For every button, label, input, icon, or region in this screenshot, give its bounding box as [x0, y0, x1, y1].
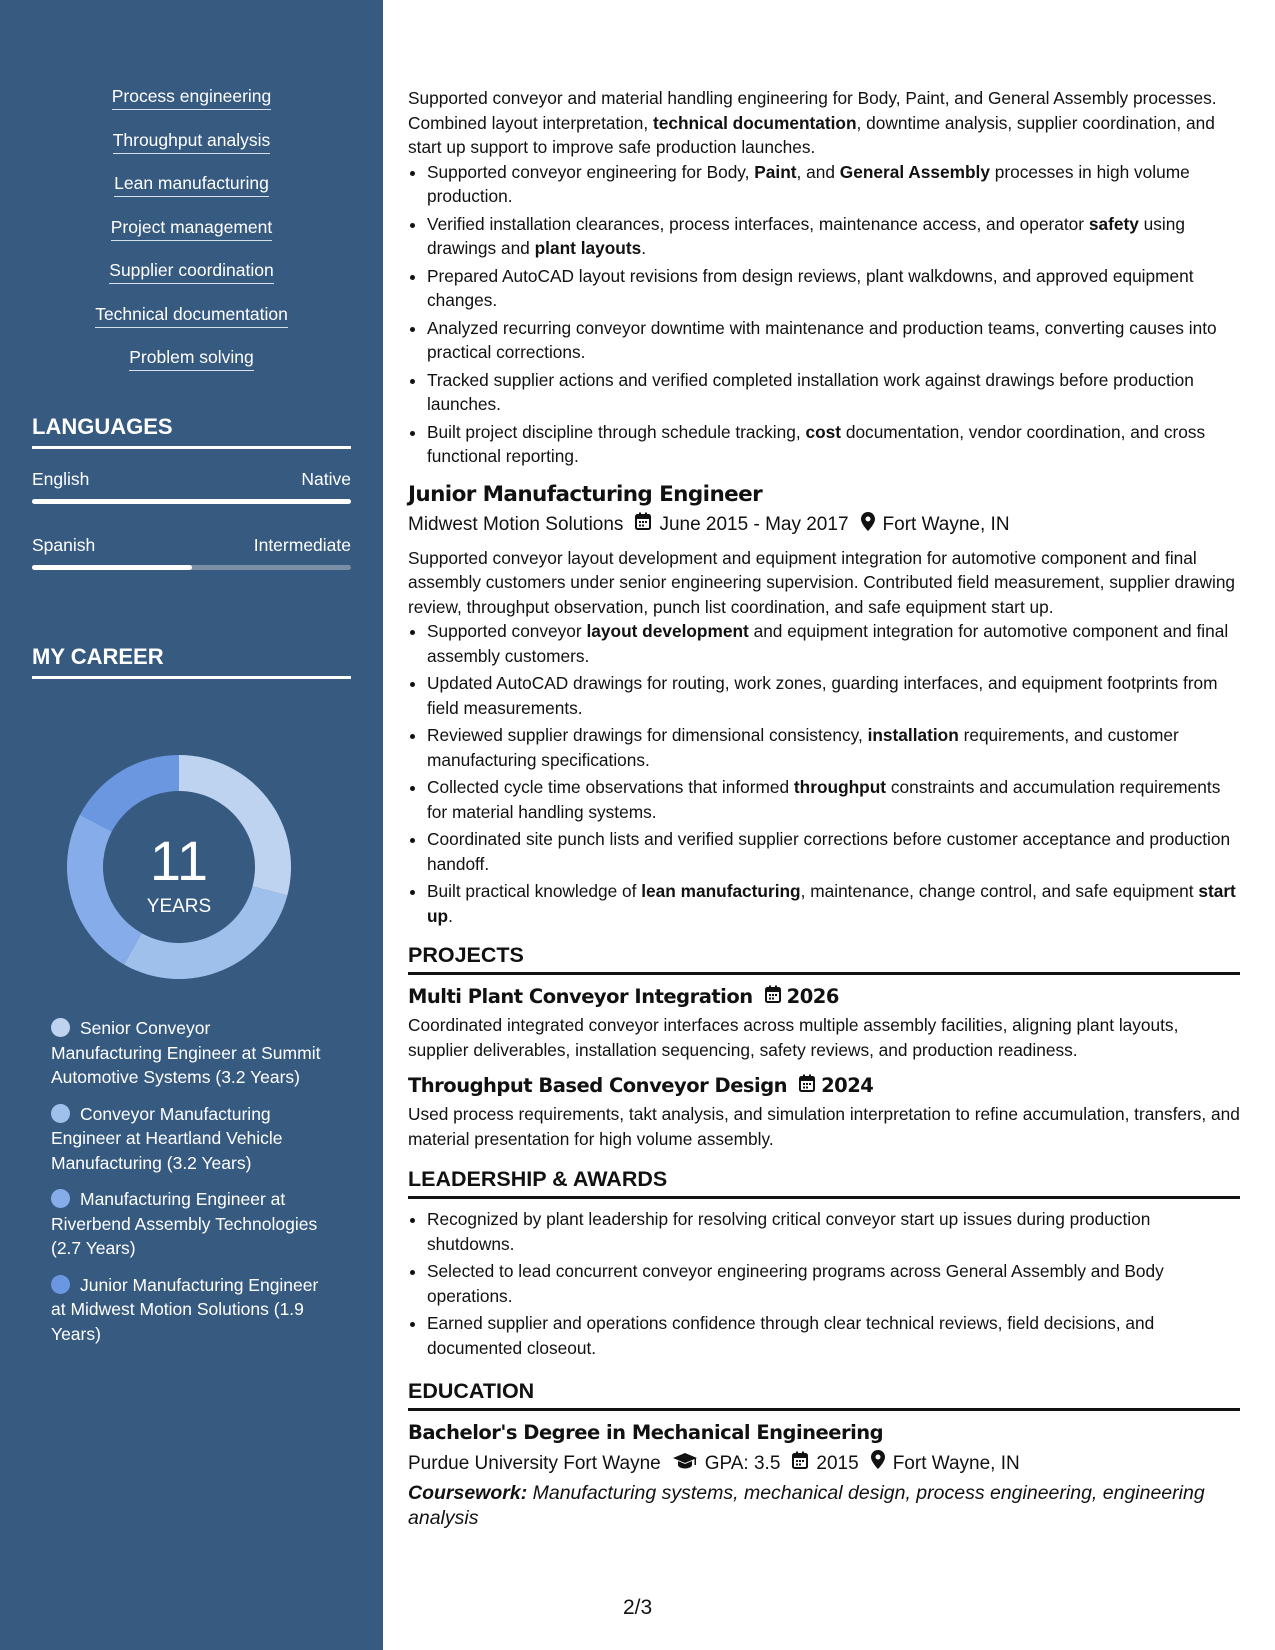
job-bullet [427, 775, 1240, 824]
career-legend-dot [51, 1189, 70, 1208]
job-bullet [427, 212, 1240, 261]
bold-text: Paint [754, 161, 797, 182]
school-name: Purdue University Fort Wayne [408, 1452, 661, 1474]
skills-list [0, 86, 383, 391]
language-level: Intermediate [253, 535, 351, 555]
gpa: GPA: 3.5 [704, 1452, 781, 1474]
text-run: Analyzed recurring conveyor downtime with maintenance and production teams, converting causes into practical corrections. [427, 317, 1217, 362]
project-title-row [408, 983, 1240, 1011]
job-title: Junior Manufacturing Engineer [408, 481, 763, 507]
career-legend-dot [51, 1104, 70, 1123]
text-run: . [448, 905, 453, 926]
career-legend-dot [51, 1018, 70, 1037]
education-heading: EDUCATION [408, 1377, 1240, 1411]
graduation-cap-icon [673, 1451, 697, 1477]
project-description: Coordinated integrated conveyor interfaces across multiple assembly facilities, aligning plant layouts, supplier deliverables, installation sequencing, safety reviews, and production readiness. [408, 1015, 1179, 1060]
coursework-text: Manufacturing systems, mechanical design, process engineering, engineering analysis [408, 1482, 1205, 1529]
job-meta [408, 512, 1240, 539]
career-item [51, 1016, 321, 1090]
project-description: Used process requirements, takt analysis, and simulation interpretation to refine accumulation, transfers, and material presentation for high volume assembly. [408, 1104, 1240, 1149]
text-run: using drawings and [427, 213, 1185, 258]
calendar-icon [765, 983, 781, 1011]
job-summary [408, 546, 1240, 620]
bold-text: layout development [586, 621, 749, 641]
award-item: • Recognized by plant leadership for resolving critical conveyor start up issues during production shutdowns. [427, 1207, 1240, 1256]
skill-item [0, 347, 383, 371]
career-item [51, 1102, 321, 1176]
job-bullet [427, 160, 1240, 209]
skill-label: Throughput analysis [113, 130, 271, 154]
location-pin-icon [871, 1450, 885, 1477]
language-proficiency-fill [32, 499, 351, 504]
calendar-icon [799, 1072, 815, 1100]
skill-item [0, 304, 383, 328]
project-title: Multi Plant Conveyor Integration [408, 985, 753, 1008]
text-run: processes in high volume production. [427, 161, 1190, 206]
skill-item [0, 86, 383, 110]
job-bullet [427, 420, 1240, 469]
job-bullet [427, 619, 1240, 668]
skill-item [0, 260, 383, 284]
job-summary [408, 86, 1240, 160]
language-level: Native [301, 469, 351, 489]
language-item [32, 535, 351, 570]
text-run: Supported conveyor engineering for Body, [427, 161, 755, 182]
job-bullet [427, 723, 1240, 772]
text-run: and equipment integration for automotive component and final assembly customers. [427, 621, 1229, 666]
text-run: , and [796, 161, 840, 182]
bold-text: lean manufacturing [641, 881, 801, 901]
skill-label: Technical documentation [95, 304, 288, 328]
project-year: 2024 [821, 1074, 874, 1097]
career-label: Conveyor Manufacturing Engineer at Heartland Vehicle Manufacturing (3.2 Years) [51, 1103, 283, 1173]
language-item [32, 469, 351, 504]
skill-label: Process engineering [112, 86, 272, 110]
text-run: . [641, 238, 647, 258]
location-pin-icon [861, 512, 875, 539]
awards-list [408, 1207, 1240, 1360]
career-total-unit: YEARS [146, 896, 212, 917]
bold-text: throughput [793, 777, 887, 797]
career-list [51, 1016, 321, 1358]
skill-item [0, 217, 383, 241]
career-donut-chart [64, 752, 294, 982]
bold-text: plant layouts [534, 238, 642, 258]
language-name: Spanish [32, 535, 96, 555]
job-bullet [427, 264, 1240, 313]
award-item: • Selected to lead concurrent conveyor engineering programs across General Assembly and Body operations. [427, 1259, 1240, 1308]
degree-title: Bachelor's Degree in Mechanical Engineering [408, 1421, 884, 1444]
career-label: Senior Conveyor Manufacturing Engineer at Summit Automotive Systems (3.2 Years) [51, 1018, 321, 1087]
project-year: 2026 [786, 985, 839, 1008]
text-run: Supported conveyor and material handling engineering for Body, Paint, and General Assembly processes. Combined layout interpretation, [408, 88, 1217, 133]
language-proficiency-bar [32, 565, 351, 570]
project-title: Throughput Based Conveyor Design [408, 1074, 788, 1097]
school-location: Fort Wayne, IN [892, 1452, 1020, 1474]
skill-label: Supplier coordination [109, 260, 273, 284]
text-run: Supported conveyor [427, 621, 587, 641]
bold-text: installation [867, 725, 959, 745]
text-run: Supported conveyor layout development and equipment integration for automotive component and final assembly customers under senior engineering supervision. Contributed field measurement, supplier drawing review, throughput observation, punch list coordination, and safe equipment start up. [408, 547, 1236, 617]
text-run: , downtime analysis, supplier coordination, and start up support to improve safe production launches. [408, 112, 1215, 157]
career-heading: MY CAREER [32, 644, 351, 679]
text-run: Tracked supplier actions and verified completed installation work against drawings before production launches. [427, 369, 1194, 414]
education-meta [408, 1450, 1240, 1477]
job-bullet [427, 671, 1240, 720]
skill-item [0, 173, 383, 197]
job-bullets [408, 619, 1240, 928]
coursework-label: Coursework: [408, 1482, 528, 1504]
job-location: Fort Wayne, IN [882, 514, 1010, 535]
text-run: Coordinated site punch lists and verified supplier corrections before customer acceptance and production handoff. [427, 829, 1231, 874]
text-run: requirements, and customer manufacturing specifications. [427, 725, 1179, 770]
language-name: English [32, 469, 90, 489]
projects-heading: PROJECTS [408, 941, 1240, 975]
languages-heading: LANGUAGES [32, 414, 351, 449]
skill-label: Problem solving [129, 347, 254, 371]
project-title-row [408, 1072, 1240, 1100]
bold-text: General Assembly [839, 161, 990, 182]
bold-text: start up [427, 881, 1236, 926]
text-run: , maintenance, change control, and safe equipment [800, 881, 1199, 901]
career-donut-segment [80, 755, 179, 832]
text-run: Verified installation clearances, process interfaces, maintenance access, and operator [427, 213, 1089, 234]
award-item: • Earned supplier and operations confidence through clear technical reviews, field decisions, and documented closeout. [427, 1311, 1240, 1360]
language-proficiency-fill [32, 565, 192, 570]
graduation-year: 2015 [816, 1452, 859, 1474]
career-legend-dot [51, 1275, 70, 1294]
job-bullet [427, 368, 1240, 417]
career-label: Junior Manufacturing Engineer at Midwest Motion Solutions (1.9 Years) [51, 1274, 319, 1344]
awards-heading: LEADERSHIP & AWARDS [408, 1165, 1240, 1199]
calendar-icon [792, 1451, 808, 1477]
main-content [408, 86, 1240, 1531]
coursework [408, 1481, 1240, 1531]
text-run: Collected cycle time observations that informed [427, 777, 794, 797]
company-name: Midwest Motion Solutions [408, 514, 624, 535]
text-run: Reviewed supplier drawings for dimensional consistency, [427, 725, 868, 745]
skill-label: Project management [111, 217, 272, 241]
projects-list [408, 983, 1240, 1151]
text-run: Built practical knowledge of [427, 881, 642, 901]
career-total-number: 11 [149, 829, 209, 892]
text-run: constraints and accumulation requirements for material handling systems. [427, 777, 1221, 822]
job-bullet [427, 316, 1240, 365]
text-run: Updated AutoCAD drawings for routing, work zones, guarding interfaces, and equipment footprints from field measurements. [427, 673, 1218, 718]
calendar-icon [635, 512, 651, 538]
page-number: 2/3 [623, 1596, 653, 1619]
skill-item [0, 130, 383, 154]
bold-text: safety [1088, 213, 1139, 234]
career-item [51, 1273, 321, 1347]
job-dates: June 2015 - May 2017 [659, 514, 849, 535]
sidebar [0, 0, 383, 1650]
text-run: documentation, vendor coordination, and cross functional reporting. [427, 421, 1206, 466]
career-donut-segment [67, 815, 142, 965]
skill-label: Lean manufacturing [114, 173, 269, 197]
language-proficiency-bar [32, 499, 351, 504]
job-bullets [408, 160, 1240, 469]
language-row [32, 535, 351, 556]
bold-text: technical documentation [652, 112, 857, 133]
job-bullet [427, 879, 1240, 928]
bold-text: cost [805, 421, 842, 442]
job-bullet [427, 827, 1240, 876]
text-run: Prepared AutoCAD layout revisions from design reviews, plant walkdowns, and approved equipment changes. [427, 265, 1194, 310]
language-row [32, 469, 351, 490]
career-label: Manufacturing Engineer at Riverbend Assembly Technologies (2.7 Years) [51, 1189, 318, 1258]
text-run: Built project discipline through schedule tracking, [427, 421, 806, 442]
career-item [51, 1187, 321, 1261]
